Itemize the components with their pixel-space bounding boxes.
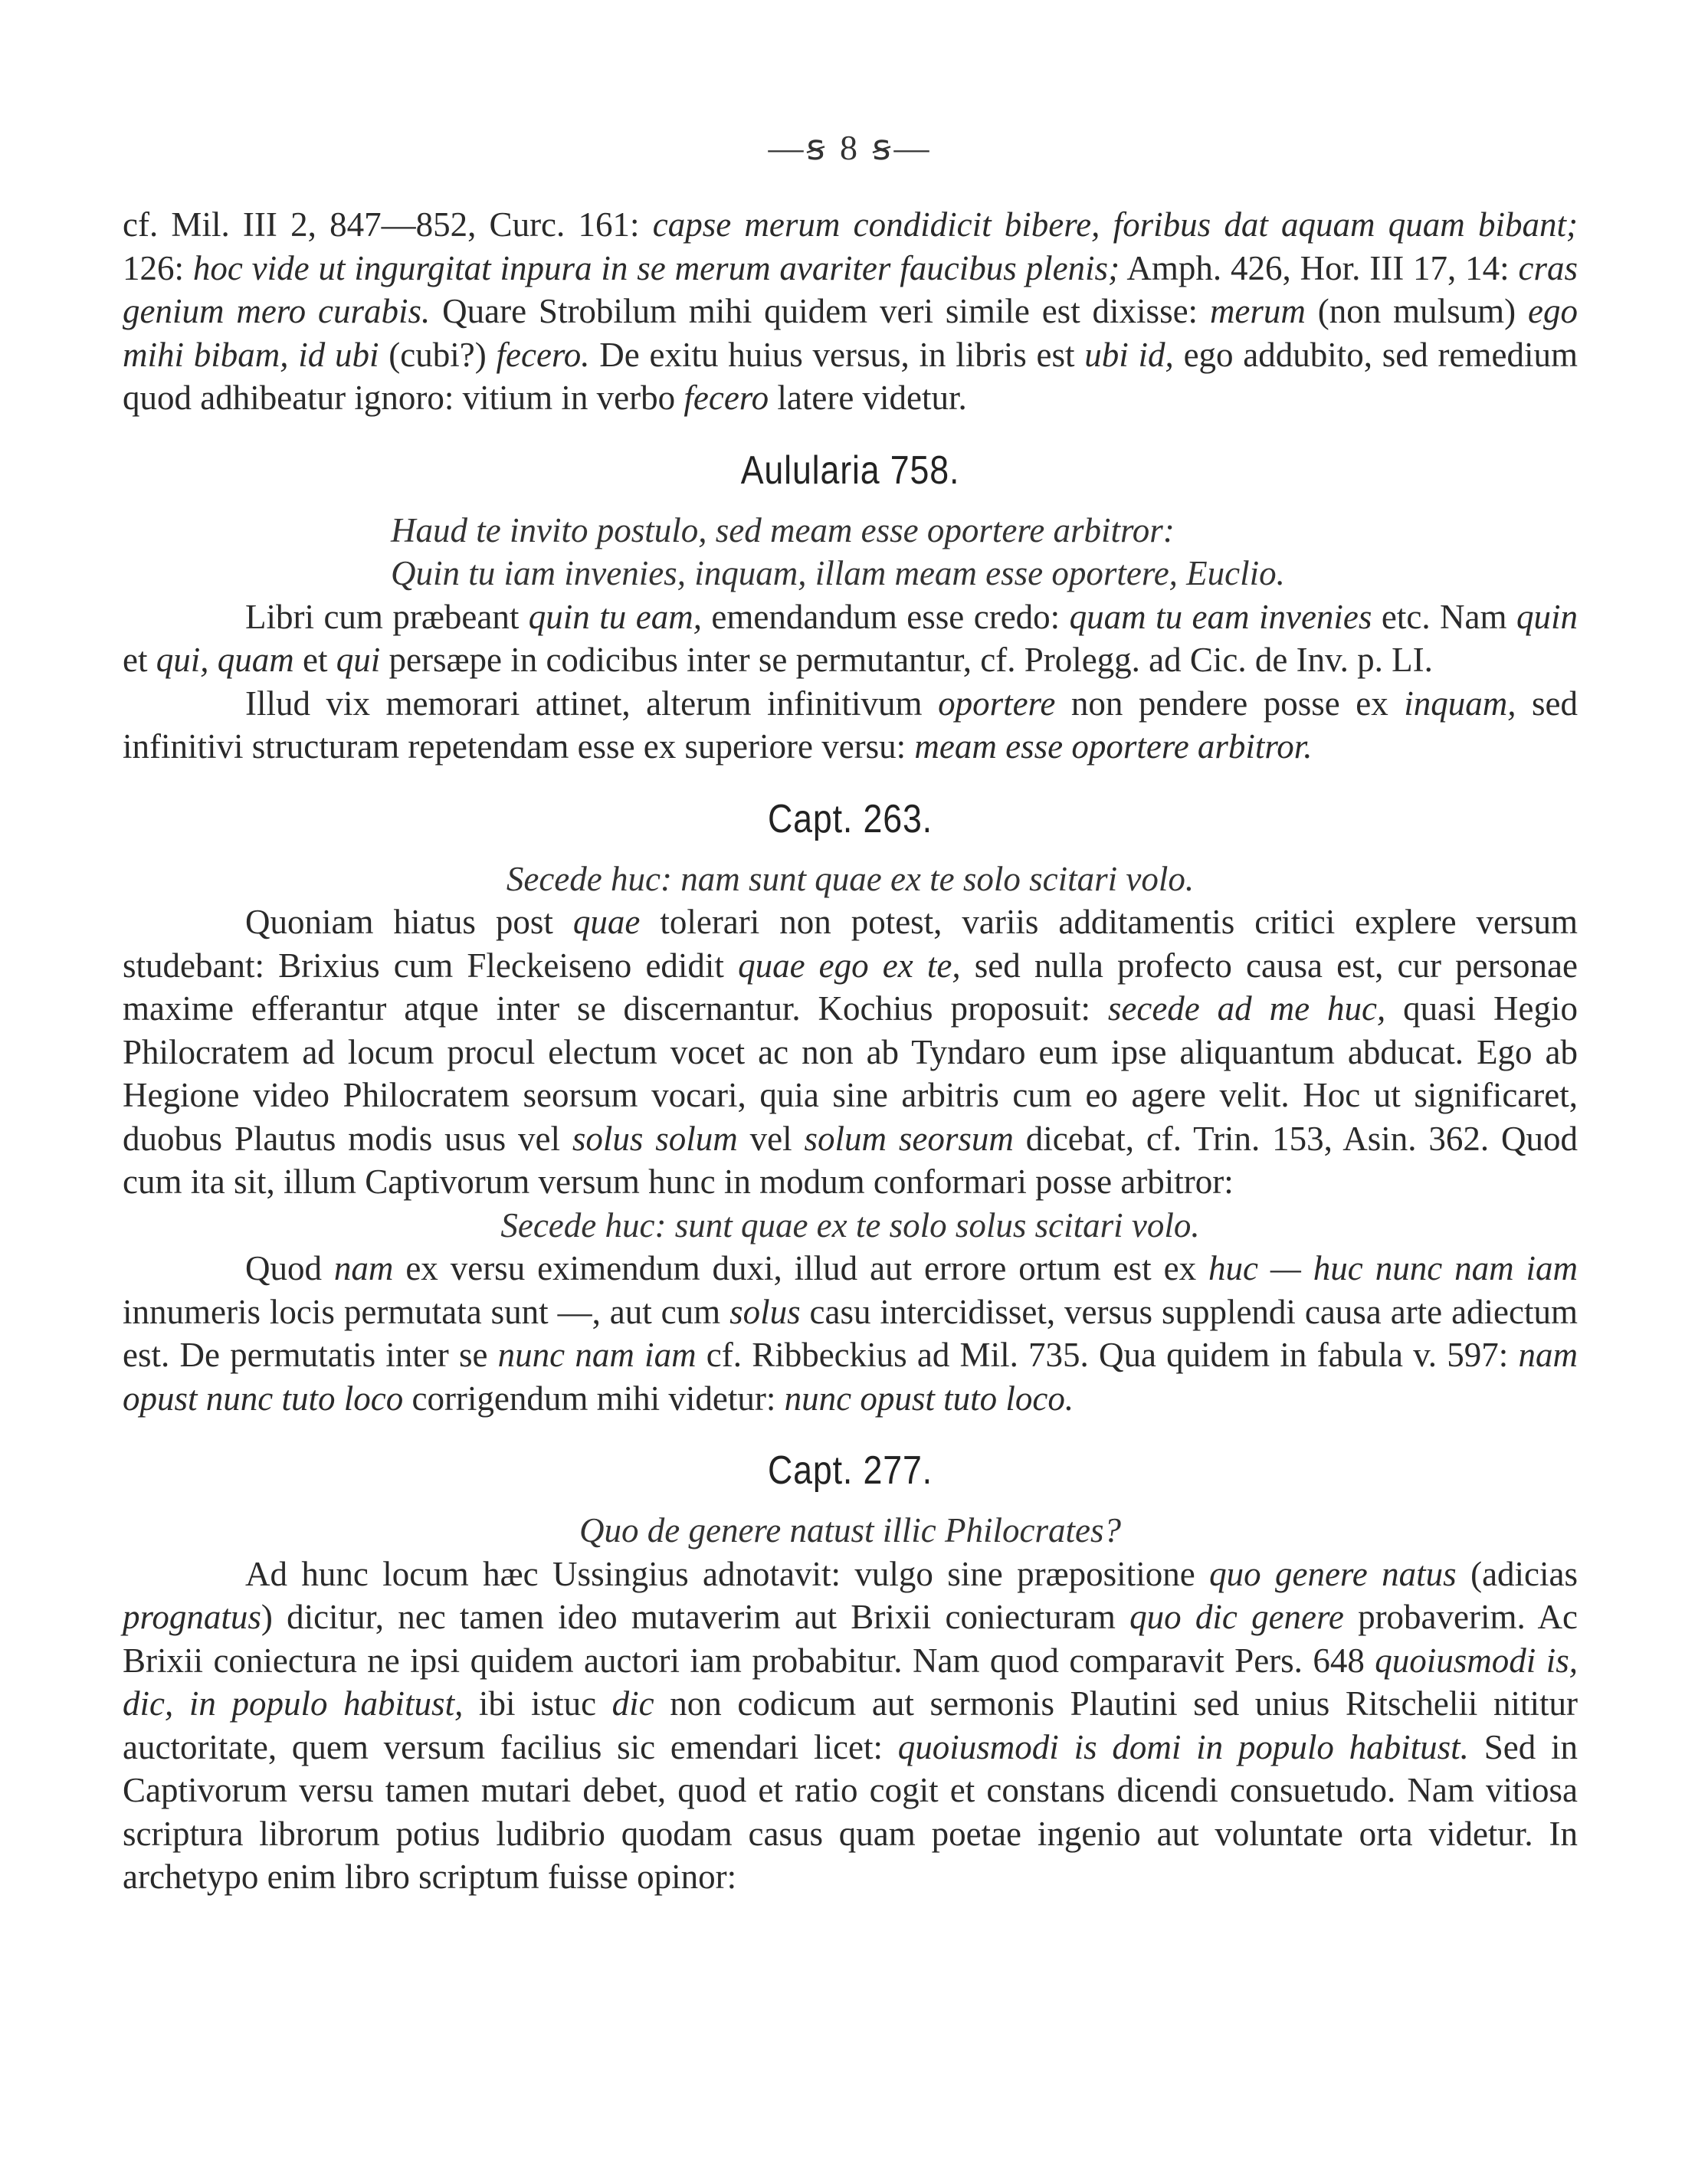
verse-line: Haud te invito postulo, sed meam esse oportere arbitror: [391,510,1175,549]
body-paragraph: Ad hunc locum hæc Ussingius adnotavit: vulgo sine præpositione quo genere natus (adicias prognatus) dicitur, nec tamen ideo mutaverim aut Brixii coniecturam quo dic genere probaverim. Ac Brixii coniectura ne ipsi quidem auctori iam probabitur. Nam quod comparavit Pers. 648 quoiusmodi is, dic, in populo habitust, ibi istuc dic non codicum aut sermonis Plautini sed unius Ritschelii nititur auctoritate, quem versum facilius sic emendari licet: quoiusmodi is domi in populo habitust. Sed in Captivorum versu tamen mutari debet, quod et ratio cogit et constans dicendi consuetudo. Nam vitiosa scriptura librorum potius ludibrio quodam casus quam poetae ingenio aut voluntate orta videtur. In archetypo enim libro scriptum fuisse opinor: [123,1554,1579,1896]
verse-line: Quo de genere natust illic Philocrates? [579,1511,1121,1549]
page-number: —ꞩ 8 ꞩ— [768,128,933,167]
verse-line: Secede huc: nam sunt quae ex te solo scitari volo. [506,859,1195,898]
body-paragraph: Illud vix memorari attinet, alterum infinitivum oportere non pendere posse ex inquam, sed infinitivi structuram repetendam esse ex superiore versu: meam esse oportere arbitror. [123,684,1578,766]
body-paragraph: Libri cum præbeant quin tu eam, emendandum esse credo: quam tu eam invenies etc. Nam quin et qui, quam et qui persæpe in codicibus inter se permutantur, cf. Prolegg. ad Cic. de Inv. p. LI. [123,597,1578,679]
section-heading-capt-263: Capt. 263. [768,796,933,841]
verse-line: Quin tu iam invenies, inquam, illam meam esse oportere, Euclio. [391,554,1285,592]
body-paragraph: Quoniam hiatus post quae tolerari non potest, variis additamentis critici explere versum studebant: Brixius cum Fleckeiseno edidit quae ego ex te, sed nulla profecto causa est, cur personae maxime efferantur atque inter se discernantur. Kochius proposuit: secede ad me huc, quasi Hegio Philocratem ad locum procul electum vocet ac non ab Tyndaro eum ipse aliquantum abducat. Ego ab Hegione video Philocratem seorsum vocari, quia sine arbitris cum eo agere velit. Hoc ut significaret, duobus Plautus modis usus vel solus solum vel solum seorsum dicebat, cf. Trin. 153, Asin. 362. Quod cum ita sit, illum Captivorum versum hunc in modum conformari posse arbitror: [123,903,1579,1201]
section-heading-aulularia: Aulularia 758. [740,448,960,493]
verse-line: Secede huc: sunt quae ex te solo solus scitari volo. [500,1205,1200,1244]
section-heading-capt-277: Capt. 277. [768,1448,933,1493]
body-paragraph: Quod nam ex versu eximendum duxi, illud aut errore ortum est ex huc — huc nunc nam iam innumeris locis permutata sunt —, aut cum solus casu intercidisset, versus supplendi causa arte adiectum est. De permutatis inter se nunc nam iam cf. Ribbeckius ad Mil. 735. Qua quidem in fabula v. 597: nam opust nunc tuto loco corrigendum mihi videtur: nunc opust tuto loco. [123,1249,1578,1418]
intro-paragraph: cf. Mil. III 2, 847—852, Curc. 161: capse merum condidicit bibere, foribus dat aquam quam bibant; 126: hoc vide ut ingurgitat inpura in se merum avariter faucibus plenis; Amph. 426, Hor. III 17, 14: cras genium mero curabis. Quare Strobilum mihi quidem veri simile est dixisse: merum (non mulsum) ego mihi bibam, id ubi (cubi?) fecero. De exitu huius versus, in libris est ubi id, ego addubito, sed remedium quod adhibeatur ignoro: vitium in verbo fecero latere videtur. [123,205,1578,417]
